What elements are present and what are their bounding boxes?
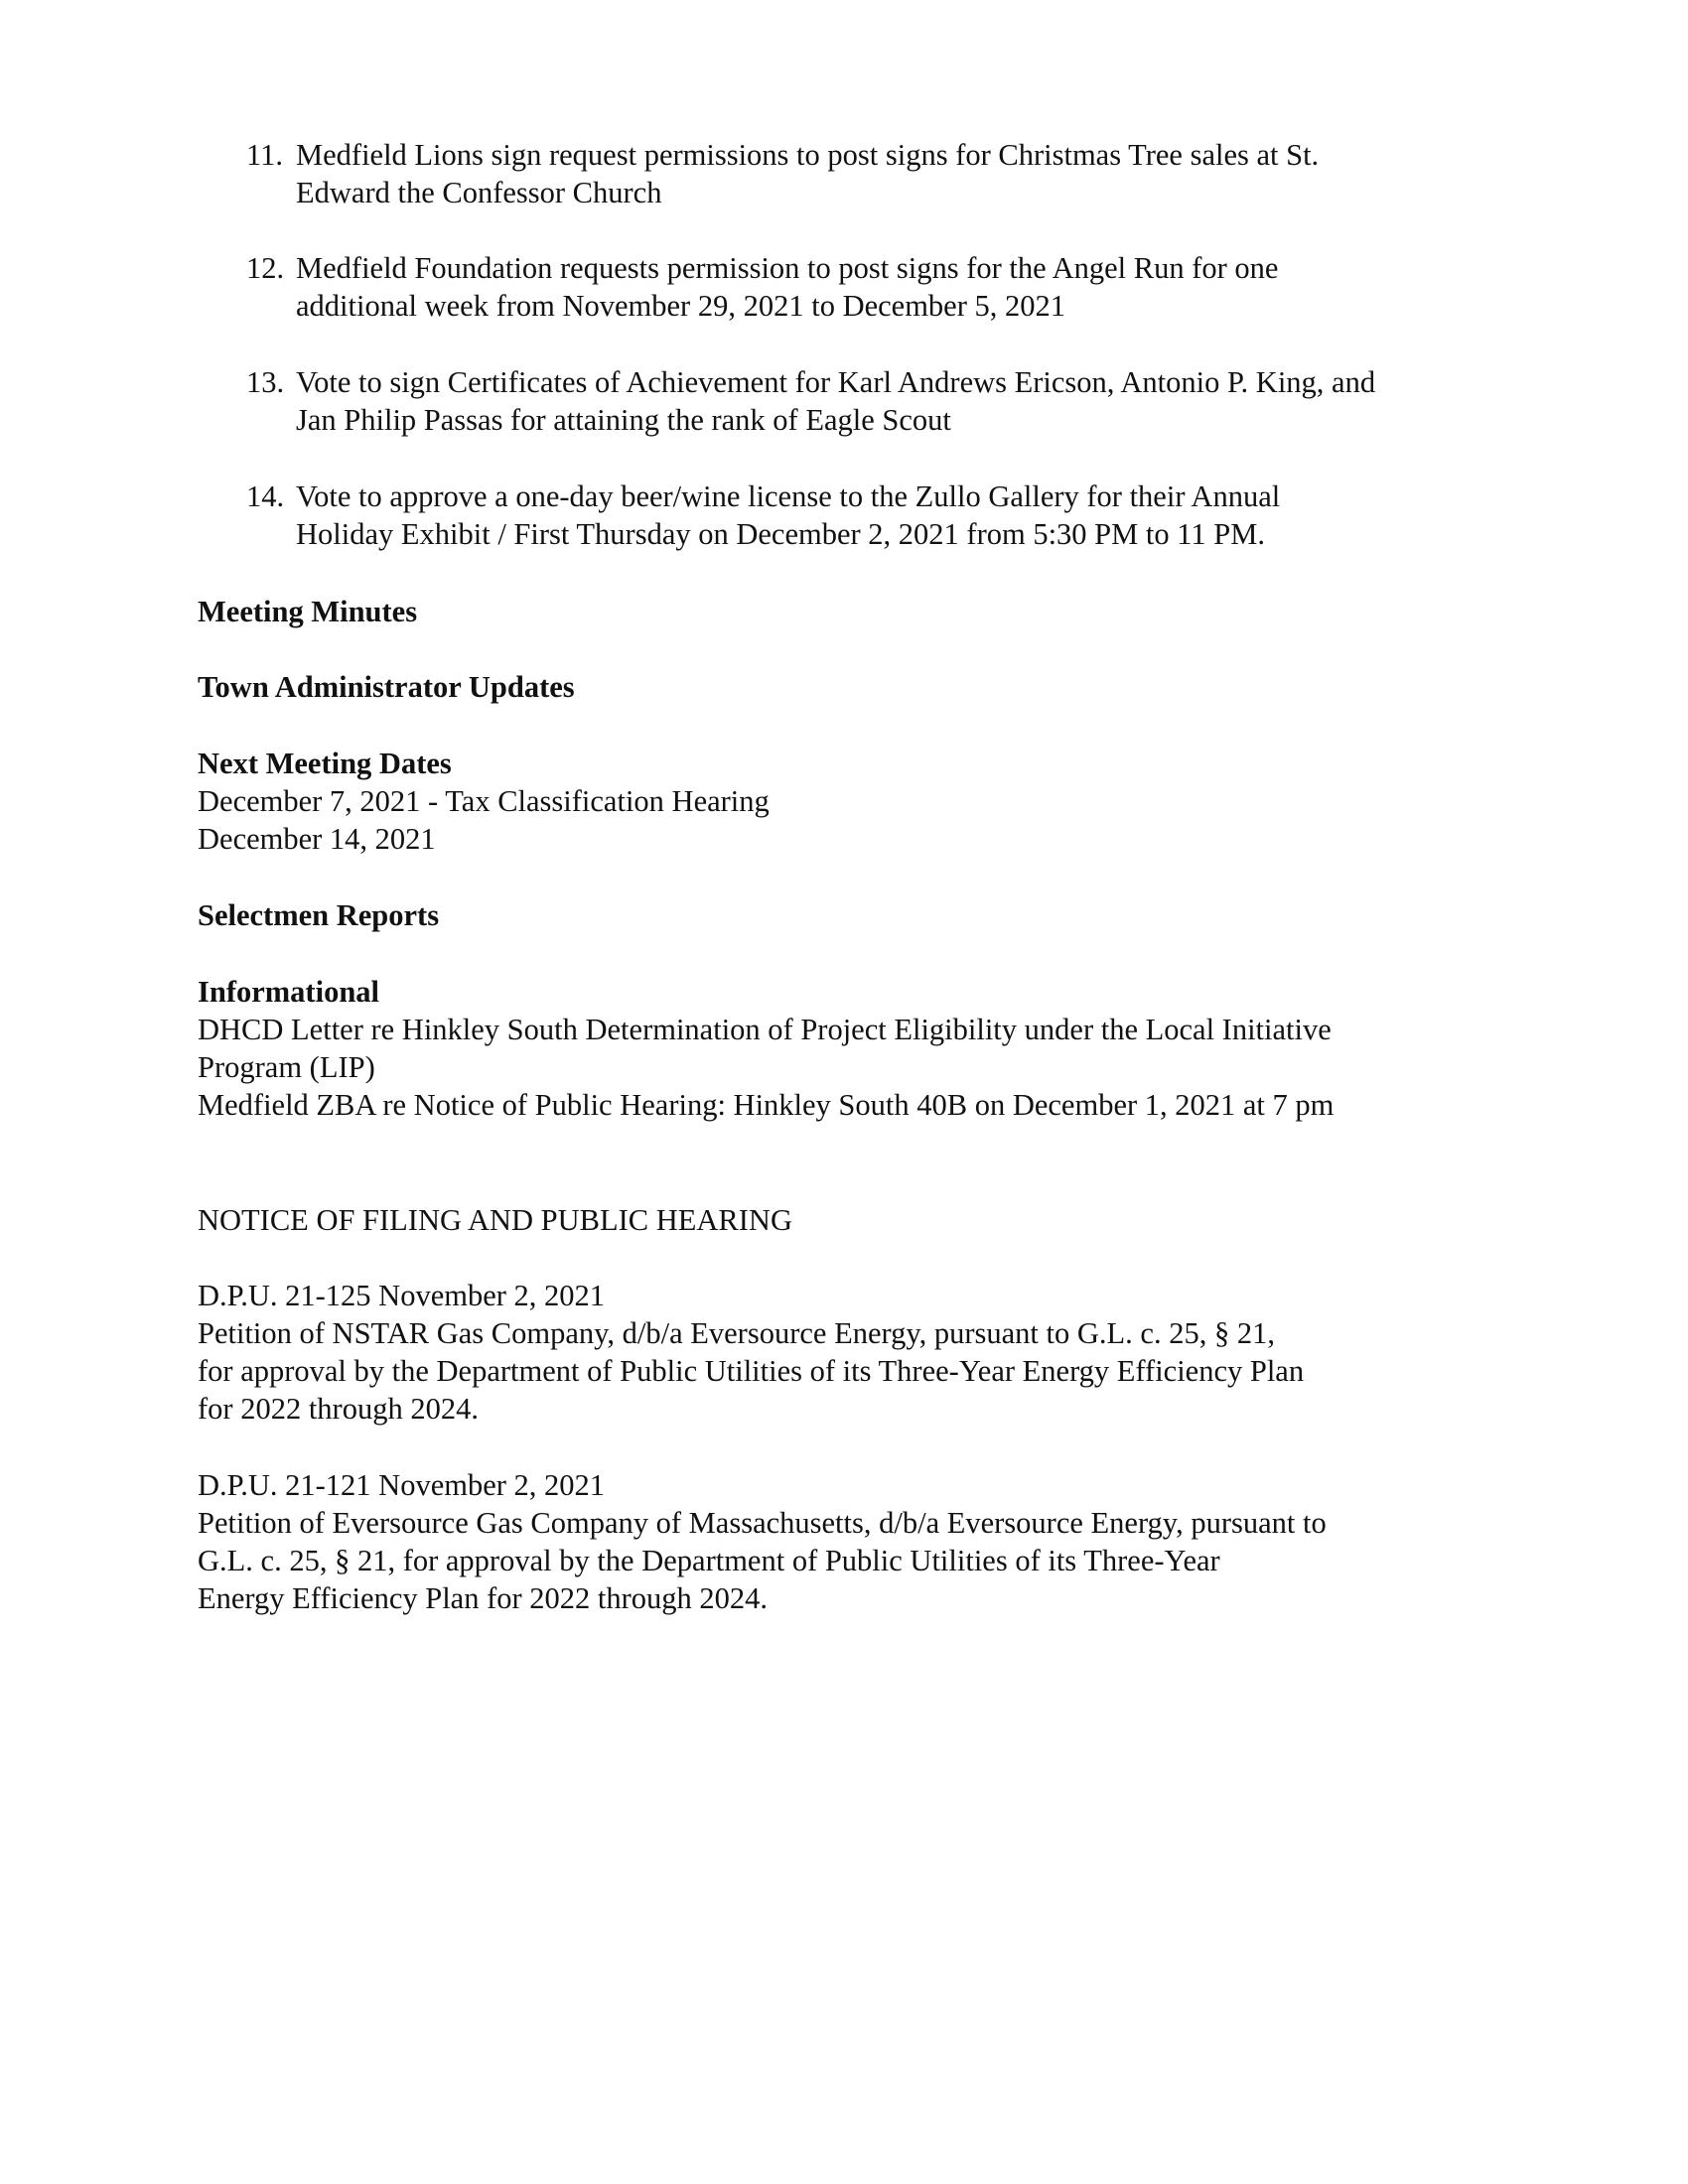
notice-filing-dpu-21-125 (198, 1277, 1304, 1428)
agenda-item-text-line: Edward the Confessor Church (296, 176, 662, 209)
selectmen-reports-heading: Selectmen Reports (198, 898, 440, 932)
agenda-item-number: 12. (246, 251, 285, 285)
next-meeting-date: December 7, 2021 - Tax Classification Hearing (198, 784, 770, 818)
agenda-item-text-line: Medfield Foundation requests permission to post signs for the Angel Run for one (296, 251, 1279, 285)
agenda-item-number: 13. (246, 365, 285, 399)
notice-filing-dpu-21-121 (198, 1466, 1327, 1617)
agenda-item-number: 14. (246, 479, 285, 513)
agenda-item-text-line: Medfield Lions sign request permissions to post signs for Christmas Tree sales at St. (296, 138, 1320, 172)
filing-line: D.P.U. 21-121 November 2, 2021 (198, 1468, 606, 1502)
agenda-item-14 (246, 478, 1497, 553)
filing-line: Petition of Eversource Gas Company of Massachusetts, d/b/a Eversource Energy, pursuant to (198, 1506, 1327, 1540)
notice-title: NOTICE OF FILING AND PUBLIC HEARING (198, 1203, 792, 1237)
filing-line: for 2022 through 2024. (198, 1392, 479, 1426)
next-meeting-dates-heading: Next Meeting Dates (198, 747, 452, 780)
agenda-item-number: 11. (246, 138, 283, 172)
informational-section (198, 973, 1334, 1124)
filing-line: for approval by the Department of Public Utilities of its Three-Year Energy Efficiency Plan (198, 1354, 1305, 1388)
filing-line: Petition of NSTAR Gas Company, d/b/a Eversource Energy, pursuant to G.L. c. 25, § 21, (198, 1316, 1275, 1350)
next-meeting-date: December 14, 2021 (198, 822, 436, 856)
informational-heading: Informational (198, 975, 379, 1009)
agenda-item-12 (246, 249, 1497, 325)
informational-line: Program (LIP) (198, 1050, 375, 1084)
agenda-item-11 (246, 136, 1497, 211)
filing-line: D.P.U. 21-125 November 2, 2021 (198, 1279, 606, 1312)
agenda-item-text-line: Vote to approve a one-day beer/wine license to the Zullo Gallery for their Annual (296, 479, 1281, 513)
agenda-item-text-line: Holiday Exhibit / First Thursday on December 2, 2021 from 5:30 PM to 11 PM. (296, 517, 1265, 551)
town-administrator-updates-heading: Town Administrator Updates (198, 670, 575, 704)
filing-line: G.L. c. 25, § 21, for approval by the Department of Public Utilities of its Three-Year (198, 1544, 1220, 1577)
informational-line: Medfield ZBA re Notice of Public Hearing: Hinkley South 40B on December 1, 2021 at 7 pm (198, 1088, 1335, 1122)
meeting-minutes-heading: Meeting Minutes (198, 595, 418, 628)
informational-line: DHCD Letter re Hinkley South Determination of Project Eligibility under the Local Initiative (198, 1013, 1332, 1046)
agenda-item-text-line: Vote to sign Certificates of Achievement for Karl Andrews Ericson, Antonio P. King, and (296, 365, 1376, 399)
next-meeting-dates-section (198, 745, 770, 858)
agenda-item-text-line: Jan Philip Passas for attaining the rank of Eagle Scout (296, 403, 951, 437)
agenda-item-13 (246, 363, 1497, 439)
filing-line: Energy Efficiency Plan for 2022 through 2024. (198, 1581, 769, 1615)
agenda-item-text-line: additional week from November 29, 2021 to December 5, 2021 (296, 289, 1065, 323)
